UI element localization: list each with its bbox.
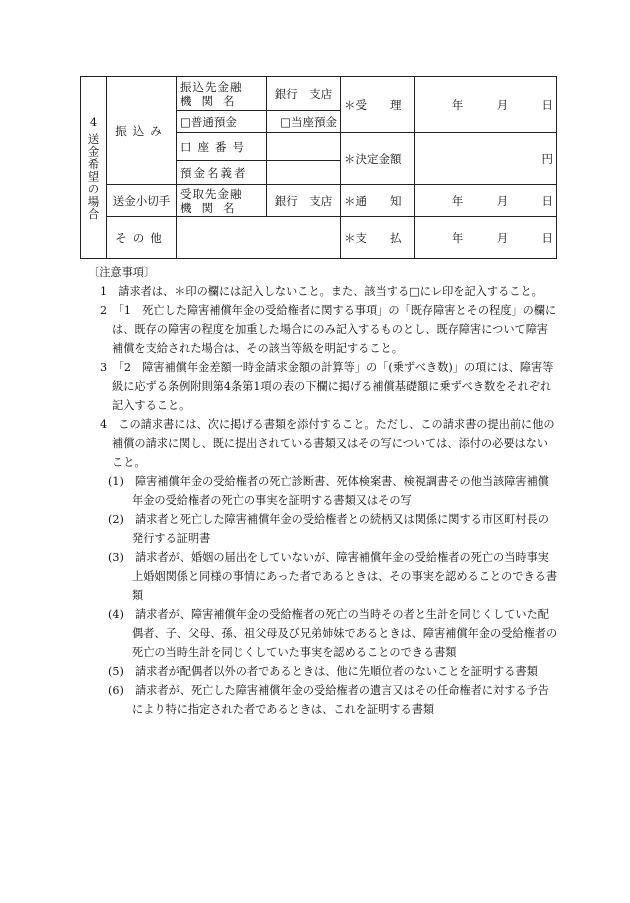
payment-date-field[interactable]: 年 月 日 — [415, 217, 557, 259]
receipt-date-field[interactable]: 年 月 日 — [415, 77, 557, 133]
note-item: 2 「1 死亡した障害補償年金の受給権者に関する事項」の「既存障害とその程度」の欄には、既存の障害の程度を加重した場合にのみ記入するものとし、既存障害について障害補償を支給された場合は、その該当等級を明記すること。 — [100, 304, 557, 355]
note-subitem: (6) 請求者が、死亡した障害補償年金の受給権者の遺言又はその任命権者に対する予告により特に指定された者であるときは、これを証明する書類 — [108, 684, 549, 716]
check-label: 送金小切手 — [107, 185, 177, 217]
note-item: 1 請求者は、＊印の欄には記入しないこと。また、該当する□にレ印を記入すること。 — [100, 285, 543, 298]
recv-bank-name-label: 受取先金融 機関名 — [177, 185, 267, 217]
notes-section — [88, 263, 558, 719]
notes-heading: 〔注意事項〕 — [88, 266, 156, 279]
other-label: その他 — [107, 217, 177, 259]
other-field[interactable] — [177, 217, 341, 259]
notice-label: ＊通 知 — [341, 185, 415, 217]
note-subitem: (3) 請求者が、婚姻の届出をしていないが、障害補償年金の受給権者の死亡の当時事実上婚姻関係と同様の事情にあった者であるときは、その事実を認めることのできる書類 — [108, 551, 558, 602]
note-subitem: (1) 障害補償年金の受給権者の死亡診断書、死体検案書、検視調書その他当該障害補償年金の受給権者の死亡の事実を証明する書類又はその写 — [108, 475, 549, 507]
current-deposit-checkbox[interactable]: □当座預金 — [267, 111, 341, 133]
note-item: 4 この請求書には、次に掲げる書類を添付すること。ただし、この請求書の提出前に他の補償の請求に関し、既に提出されている書類又はその写については、添付の必要はないこと。 — [100, 418, 555, 469]
section-title: 送金希望の場合 — [86, 132, 101, 221]
decision-amount-label: ＊決定金額 — [341, 133, 415, 185]
section-number: 4 — [89, 114, 98, 129]
bank-name-label: 振込先金融 機関名 — [177, 77, 267, 111]
notice-date-field[interactable]: 年 月 日 — [415, 185, 557, 217]
furikomi-label-cell — [107, 77, 177, 185]
payment-label: ＊支 払 — [341, 217, 415, 259]
account-holder-field[interactable] — [267, 161, 341, 185]
recv-bank-branch-field[interactable]: 銀行 支店 — [267, 185, 341, 217]
receipt-label: ＊受 理 — [341, 77, 415, 133]
ordinary-deposit-checkbox[interactable]: □普通預金 — [177, 111, 267, 133]
note-subitem: (5) 請求者が配偶者以外の者であるときは、他に先順位者のないことを証明する書類 — [108, 665, 538, 678]
note-subitem: (4) 請求者が、障害補償年金の受給権者の死亡の当時その者と生計を同じくしていた配偶者、子、父母、孫、祖父母及び兄弟姉妹であるときは、障害補償年金の受給権者の死亡の当時生計を同じくしていた事実を認めることのできる書類 — [108, 608, 558, 659]
decision-amount-field[interactable]: 円 — [415, 133, 557, 185]
account-holder-label: 預金名義者 — [177, 161, 267, 185]
section-4-cell — [81, 77, 107, 259]
account-number-label: 口座番号 — [177, 133, 267, 161]
remittance-form-table — [80, 76, 557, 259]
note-item: 3 「2 障害補償年金差額一時金請求金額の計算等」の「(乗ずべき数)」の項には、障害等級に応ずる条例附則第4条第1項の表の下欄に掲げる補償基礎額に乗ずべき数をそれぞれ記入すること。 — [100, 361, 554, 412]
account-number-field[interactable] — [267, 133, 341, 161]
furikomi-label: 振込み — [115, 123, 168, 138]
bank-branch-field[interactable]: 銀行 支店 — [267, 77, 341, 111]
note-subitem: (2) 請求者と死亡した障害補償年金の受給権者との続柄又は関係に関する市区町村長の発行する証明書 — [108, 513, 549, 545]
